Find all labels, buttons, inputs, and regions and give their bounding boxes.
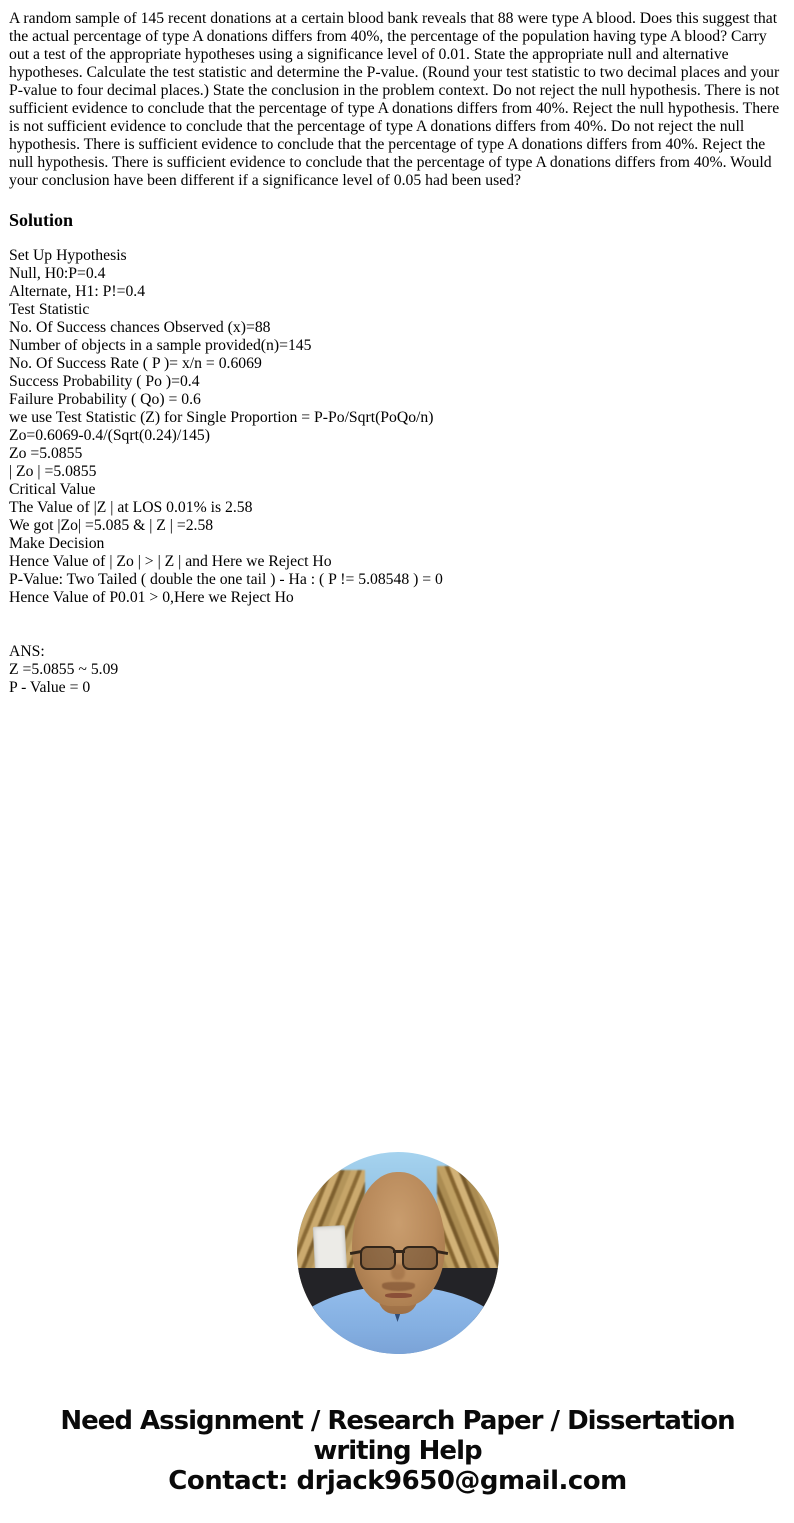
footer-banner bbox=[9, 1406, 786, 1496]
footer-help-text: Need Assignment / Research Paper / Dissertation writing Help bbox=[60, 1406, 735, 1466]
solution-line: we use Test Statistic (Z) for Single Proportion = P-Po/Sqrt(PoQo/n) bbox=[9, 409, 434, 426]
avatar-glasses-bridge bbox=[393, 1250, 405, 1253]
solution-line: Make Decision bbox=[9, 535, 105, 552]
solution-line: Number of objects in a sample provided(n)=145 bbox=[9, 337, 312, 354]
solution-line: Test Statistic bbox=[9, 301, 90, 318]
solution-line: Set Up Hypothesis bbox=[9, 247, 127, 264]
problem-statement: A random sample of 145 recent donations at a certain blood bank reveals that 88 were type A blood. Does this suggest that the actual percentage of type A donations differs from 40%, the percentage of the population having type A blood? Carry out a test of the appropriate hypotheses using a significance level of 0.01. State the appropriate null and alternative hypotheses. Calculate the test statistic and determine the P-value. (Round your test statistic to two decimal places and your P-value to four decimal places.) State the conclusion in the problem context. Do not reject the null hypothesis. There is not sufficient evidence to conclude that the percentage of type A donations differs from 40%. Reject the null hypothesis. There is not sufficient evidence to conclude that the percentage of type A donations differs from 40%. Do not reject the null hypothesis. There is sufficient evidence to conclude that the percentage of type A donations differs from 40%. Reject the null hypothesis. There is sufficient evidence to conclude that the percentage of type A donations differs from 40%. Would your conclusion have been different if a significance level of 0.05 had been used? bbox=[9, 10, 780, 189]
avatar-nose-shadow bbox=[391, 1264, 405, 1280]
solution-line: Critical Value bbox=[9, 481, 96, 498]
solution-line: Null, H0:P=0.4 bbox=[9, 265, 106, 282]
solution-line: No. Of Success chances Observed (x)=88 bbox=[9, 319, 271, 336]
solution-line: Zo =5.0855 bbox=[9, 445, 83, 462]
solution-steps bbox=[9, 247, 786, 607]
avatar-mouth bbox=[385, 1293, 412, 1298]
answer-block bbox=[9, 643, 786, 697]
solution-line: Failure Probability ( Qo) = 0.6 bbox=[9, 391, 201, 408]
solution-line: Success Probability ( Po )=0.4 bbox=[9, 373, 200, 390]
avatar-glasses-left-lens bbox=[360, 1246, 396, 1270]
blank-gap bbox=[9, 607, 786, 643]
solution-heading: Solution bbox=[9, 210, 74, 230]
answer-line: Z =5.0855 ~ 5.09 bbox=[9, 661, 119, 678]
solution-line: We got |Zo| =5.085 & | Z | =2.58 bbox=[9, 517, 214, 534]
solution-line: Zo=0.6069-0.4/(Sqrt(0.24)/145) bbox=[9, 427, 210, 444]
answer-label: ANS: bbox=[9, 643, 45, 660]
solution-line: Hence Value of | Zo | > | Z | and Here we Reject Ho bbox=[9, 553, 332, 570]
solution-line: Hence Value of P0.01 > 0,Here we Reject Ho bbox=[9, 589, 294, 606]
answer-line: P - Value = 0 bbox=[9, 679, 91, 696]
avatar-mustache bbox=[382, 1282, 415, 1291]
avatar-glasses-right-lens bbox=[402, 1246, 438, 1270]
solution-line: | Zo | =5.0855 bbox=[9, 463, 97, 480]
solution-line: The Value of |Z | at LOS 0.01% is 2.58 bbox=[9, 499, 253, 516]
solution-line: Alternate, H1: P!=0.4 bbox=[9, 283, 146, 300]
tutor-avatar bbox=[297, 1152, 499, 1354]
footer-contact-email: Contact: drjack9650@gmail.com bbox=[168, 1466, 627, 1496]
solution-line: No. Of Success Rate ( P )= x/n = 0.6069 bbox=[9, 355, 262, 372]
solution-line: P-Value: Two Tailed ( double the one tail ) - Ha : ( P != 5.08548 ) = 0 bbox=[9, 571, 443, 588]
